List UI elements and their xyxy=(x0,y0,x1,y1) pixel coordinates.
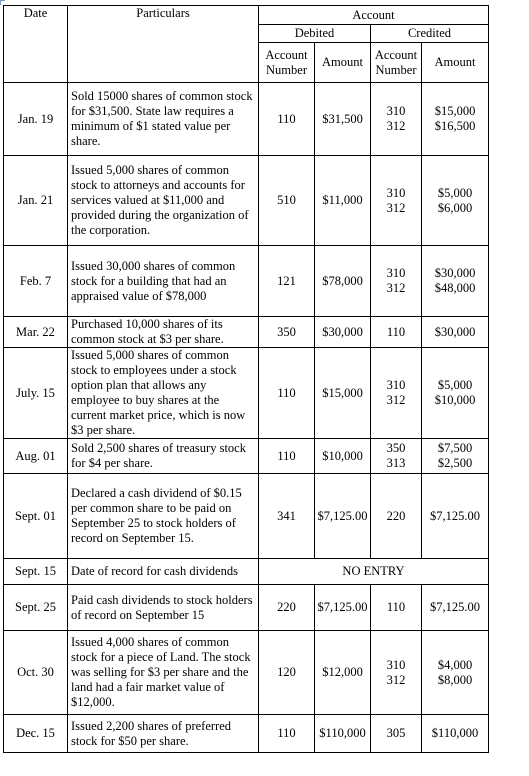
credit-amount-header: Amount xyxy=(422,43,489,83)
credit-amount: $10,000 xyxy=(434,393,476,407)
debit-amount: $15,000 xyxy=(315,348,371,439)
credit-account-number: 310 xyxy=(386,104,406,118)
credit-amount: $48,000 xyxy=(434,281,476,295)
credit-account-number: 312 xyxy=(386,672,406,687)
credit-amounts xyxy=(422,246,489,317)
credit-account-numbers xyxy=(371,156,422,246)
credit-amount: $30,000 xyxy=(434,324,476,339)
credit-account-numbers xyxy=(371,631,422,715)
credit-account-numbers xyxy=(371,348,422,439)
credit-account-number: 310 xyxy=(386,378,406,392)
debit-amount: $11,000 xyxy=(315,156,371,246)
credit-amount: $7,125.00 xyxy=(430,508,480,523)
credit-account-numbers xyxy=(371,439,422,474)
debit-account-number: 110 xyxy=(259,83,315,156)
journal-body xyxy=(4,83,489,753)
credit-account-number: 110 xyxy=(386,600,406,614)
credit-account-number: 350 xyxy=(386,441,406,455)
credit-amounts xyxy=(422,474,489,559)
row-particulars: Issued 2,200 shares of preferred stock for $50 per share. xyxy=(68,715,259,753)
row-particulars: Declared a cash dividend of $0.15 per common share to be paid on September 25 to stock holders of record on September 15. xyxy=(68,474,259,559)
row-date: Sept. 01 xyxy=(4,474,68,559)
credit-account-number: 110 xyxy=(386,324,406,339)
credit-amount: $4,000 xyxy=(437,657,473,672)
row-date: Oct. 30 xyxy=(4,631,68,715)
particulars-header: Particulars xyxy=(68,6,259,25)
journal-row xyxy=(4,348,489,439)
row-date: Mar. 22 xyxy=(4,317,68,348)
journal-row xyxy=(4,156,489,246)
credit-amount: $2,500 xyxy=(437,456,473,470)
credit-account-number-header: Account Number xyxy=(371,43,422,83)
debit-amount: $7,125.00 xyxy=(315,474,371,559)
row-particulars: Issued 30,000 shares of common stock for a building that had an appraised value of $78,000 xyxy=(68,246,259,317)
credit-amount: $30,000 xyxy=(434,266,476,280)
row-date: Feb. 7 xyxy=(4,246,68,317)
row-date: Sept. 15 xyxy=(4,559,68,585)
credit-amounts xyxy=(422,631,489,715)
credited-header: Credited xyxy=(371,25,489,43)
particulars-header-spacer xyxy=(68,25,259,43)
journal-row xyxy=(4,83,489,156)
journal-row xyxy=(4,631,489,715)
journal-row xyxy=(4,439,489,474)
journal-row xyxy=(4,246,489,317)
row-particulars: Issued 5,000 shares of common stock to employees under a stock option plan that allows any employee to buy shares at the current market price, which is now $3 per share. xyxy=(68,348,259,439)
row-particulars: Issued 5,000 shares of common stock to attorneys and accounts for services valued at $11,000 and provided during the organization of the corporation. xyxy=(68,156,259,246)
credit-account-number: 305 xyxy=(386,726,406,740)
row-particulars: Issued 4,000 shares of common stock for a piece of Land. The stock was selling for $3 per share and the land had a fair market value of $12,000. xyxy=(68,631,259,715)
row-date: July. 15 xyxy=(4,348,68,439)
credit-account-number: 312 xyxy=(386,281,406,295)
debit-amount: $30,000 xyxy=(315,317,371,348)
debit-amount: $78,000 xyxy=(315,246,371,317)
row-particulars: Sold 2,500 shares of treasury stock for $4 per share. xyxy=(68,439,259,474)
debit-account-number: 110 xyxy=(259,715,315,753)
row-date: Sept. 25 xyxy=(4,585,68,631)
debit-amount: $110,000 xyxy=(315,715,371,753)
debit-amount-header: Amount xyxy=(315,43,371,83)
credit-amount: $5,000 xyxy=(437,378,473,392)
row-particulars: Purchased 10,000 shares of its common stock at $3 per share. xyxy=(68,317,259,348)
debit-account-number-header: Account Number xyxy=(259,43,315,83)
journal-table xyxy=(3,5,489,753)
journal-row xyxy=(4,715,489,753)
credit-amounts xyxy=(422,317,489,348)
credit-amount: $110,000 xyxy=(431,726,479,740)
credit-amount: $7,500 xyxy=(437,441,473,455)
date-header-spacer xyxy=(4,25,68,43)
debit-account-number: 220 xyxy=(259,585,315,631)
credit-amounts xyxy=(422,715,489,753)
debit-amount: $31,500 xyxy=(315,83,371,156)
journal-row xyxy=(4,317,489,348)
credit-account-number: 310 xyxy=(386,657,406,672)
debited-header: Debited xyxy=(259,25,371,43)
credit-account-number: 313 xyxy=(386,456,406,470)
debit-amount: $12,000 xyxy=(315,631,371,715)
credit-amount: $16,500 xyxy=(434,119,476,133)
debit-amount: $10,000 xyxy=(315,439,371,474)
credit-amount: $8,000 xyxy=(437,672,473,687)
no-entry-label: NO ENTRY xyxy=(259,559,489,585)
date-header: Date xyxy=(4,6,68,25)
debit-amount: $7,125.00 xyxy=(315,585,371,631)
row-date: Dec. 15 xyxy=(4,715,68,753)
row-particulars: Date of record for cash dividends xyxy=(68,559,259,585)
credit-amount: $15,000 xyxy=(434,104,476,118)
account-header: Account xyxy=(259,6,489,25)
debit-account-number: 110 xyxy=(259,348,315,439)
date-header-spacer-2 xyxy=(4,43,68,83)
credit-amount: $7,125.00 xyxy=(430,600,480,614)
credit-amounts xyxy=(422,83,489,156)
credit-account-numbers xyxy=(371,715,422,753)
debit-account-number: 120 xyxy=(259,631,315,715)
credit-amounts xyxy=(422,439,489,474)
journal-row xyxy=(4,474,489,559)
debit-account-number: 110 xyxy=(259,439,315,474)
journal-row xyxy=(4,559,489,585)
row-date: Aug. 01 xyxy=(4,439,68,474)
row-particulars: Sold 15000 shares of common stock for $31,500. State law requires a minimum of $1 stated value per share. xyxy=(68,83,259,156)
credit-account-number: 310 xyxy=(386,266,406,280)
credit-amounts xyxy=(422,585,489,631)
credit-amount: $6,000 xyxy=(437,200,473,215)
credit-amount: $5,000 xyxy=(437,185,473,200)
credit-account-numbers xyxy=(371,585,422,631)
journal-row xyxy=(4,585,489,631)
credit-account-number: 312 xyxy=(386,393,406,407)
credit-account-numbers xyxy=(371,246,422,317)
credit-account-number: 312 xyxy=(386,119,406,133)
credit-account-numbers xyxy=(371,317,422,348)
credit-account-number: 312 xyxy=(386,200,406,215)
debit-account-number: 121 xyxy=(259,246,315,317)
credit-amounts xyxy=(422,348,489,439)
row-date: Jan. 21 xyxy=(4,156,68,246)
debit-account-number: 350 xyxy=(259,317,315,348)
debit-account-number: 341 xyxy=(259,474,315,559)
credit-amounts xyxy=(422,156,489,246)
row-date: Jan. 19 xyxy=(4,83,68,156)
credit-account-numbers xyxy=(371,83,422,156)
row-particulars: Paid cash dividends to stock holders of record on September 15 xyxy=(68,585,259,631)
credit-account-number: 220 xyxy=(386,508,406,523)
credit-account-numbers xyxy=(371,474,422,559)
debit-account-number: 510 xyxy=(259,156,315,246)
particulars-header-spacer-2 xyxy=(68,43,259,83)
credit-account-number: 310 xyxy=(386,185,406,200)
